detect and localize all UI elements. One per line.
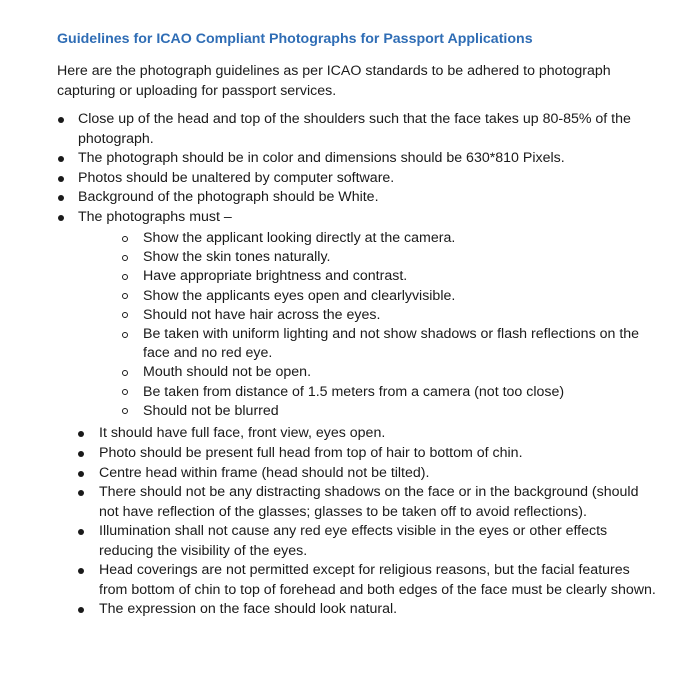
list-item xyxy=(78,169,658,189)
list-item xyxy=(99,424,659,443)
sublist-item xyxy=(143,363,643,382)
sublist-item xyxy=(143,287,643,306)
sublist-item-text: Show the applicants eyes open and clearlyvisible. xyxy=(143,287,456,304)
sublist-item xyxy=(143,325,643,363)
bullet-icon xyxy=(58,215,64,221)
sublist-item xyxy=(143,229,643,248)
document-heading: Guidelines for ICAO Compliant Photographs for Passport Applications xyxy=(57,31,533,47)
bullet-icon xyxy=(78,471,84,477)
sublist-item xyxy=(143,383,643,402)
list-item xyxy=(78,110,658,149)
list-item-text: Background of the photograph should be White. xyxy=(78,189,379,205)
list-item-text: There should not be any distracting shadows on the face or in the background (should not have reflection of the glasses; glasses to be taken off to avoid reflections). xyxy=(99,484,639,520)
list-item xyxy=(78,208,658,228)
list-item xyxy=(99,444,659,463)
bullet-icon xyxy=(58,117,64,123)
bullet-icon xyxy=(58,195,64,201)
hollow-bullet-icon xyxy=(122,293,128,299)
hollow-bullet-icon xyxy=(122,274,128,280)
bullet-icon xyxy=(78,607,84,613)
list-item-text: Illumination shall not cause any red eye effects visible in the eyes or other effects reducing the visibility of the eyes. xyxy=(99,523,608,559)
list-item xyxy=(99,600,659,619)
main-guidelines-list xyxy=(78,110,658,227)
hollow-bullet-icon xyxy=(122,255,128,261)
list-item xyxy=(78,149,658,169)
hollow-bullet-icon xyxy=(122,332,128,338)
sublist-item-text: Mouth should not be open. xyxy=(143,364,312,381)
list-item-text: The photographs must – xyxy=(78,208,232,225)
additional-guidelines-list xyxy=(99,424,659,620)
hollow-bullet-icon xyxy=(122,408,128,414)
list-item xyxy=(99,464,659,483)
list-item-text: The photograph should be in color and dimensions should be 630*810 Pixels. xyxy=(78,150,565,166)
sublist-item-text: Be taken from distance of 1.5 meters from a camera (not too close) xyxy=(143,383,565,400)
list-item-text: Close up of the head and top of the shoulders such that the face takes up 80-85% of the photograph. xyxy=(78,111,631,147)
sublist-item-text: Show the skin tones naturally. xyxy=(143,249,331,266)
photograph-must-sublist xyxy=(143,229,643,421)
list-item-text: Centre head within frame (head should not be tilted). xyxy=(99,464,430,481)
bullet-icon xyxy=(78,529,84,535)
intro-paragraph: Here are the photograph guidelines as per ICAO standards to be adhered to photograph capturing or uploading for passport services. xyxy=(57,63,611,99)
hollow-bullet-icon xyxy=(122,370,128,376)
sublist-item xyxy=(143,248,643,267)
sublist-item-text: Should not be blurred xyxy=(143,402,279,419)
sublist-item-text: Should not have hair across the eyes. xyxy=(143,306,381,323)
sublist-item xyxy=(143,402,643,421)
list-item-text: Photo should be present full head from top of hair to bottom of chin. xyxy=(99,444,523,461)
bullet-icon xyxy=(78,431,84,437)
list-item xyxy=(99,522,659,560)
list-item-text: It should have full face, front view, eyes open. xyxy=(99,425,386,441)
sublist-item-text: Be taken with uniform lighting and not show shadows or flash reflections on the face and no red eye. xyxy=(143,326,640,362)
bullet-icon xyxy=(58,156,64,162)
list-item xyxy=(99,561,659,599)
sublist-item xyxy=(143,267,643,286)
hollow-bullet-icon xyxy=(122,312,128,318)
sublist-item-text: Have appropriate brightness and contrast. xyxy=(143,268,408,285)
list-item-text: Head coverings are not permitted except for religious reasons, but the facial features from bottom of chin to top of forehead and both edges of the face must be clearly shown. xyxy=(99,562,656,598)
bullet-icon xyxy=(78,568,84,574)
bullet-icon xyxy=(78,490,84,496)
list-item-text: Photos should be unaltered by computer software. xyxy=(78,169,395,186)
list-item-text: The expression on the face should look natural. xyxy=(99,601,398,618)
hollow-bullet-icon xyxy=(122,389,128,395)
bullet-icon xyxy=(78,451,84,457)
list-item xyxy=(99,483,659,521)
sublist-item-text: Show the applicant looking directly at the camera. xyxy=(143,230,456,246)
hollow-bullet-icon xyxy=(122,236,128,242)
list-item xyxy=(78,188,658,208)
sublist-item xyxy=(143,306,643,325)
bullet-icon xyxy=(58,176,64,182)
